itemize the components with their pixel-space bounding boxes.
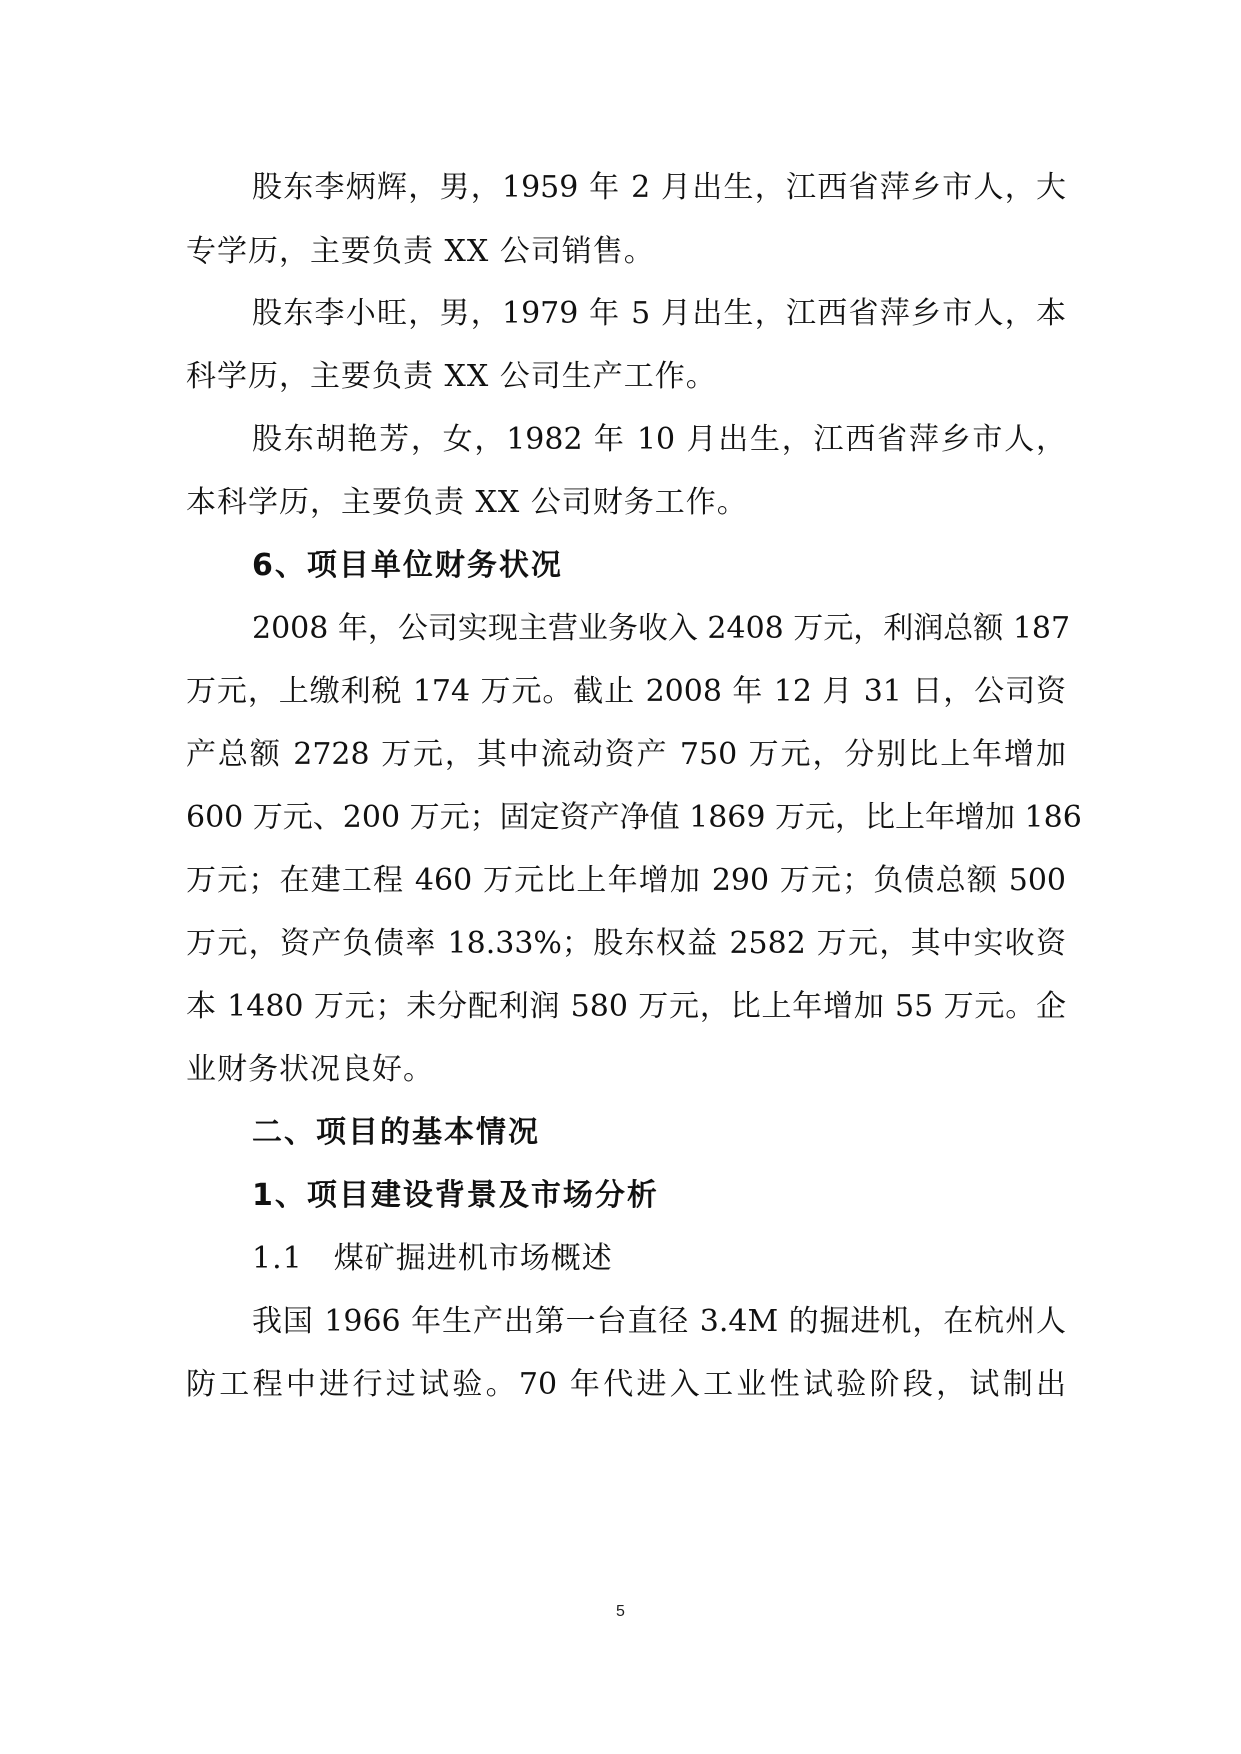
financial-paragraph-line-2: 万元，上缴利税 174 万元。截止 2008 年 12 月 31 日，公司资	[186, 674, 1066, 709]
financial-paragraph-line-6: 万元，资产负债率 18.33%；股东权益 2582 万元，其中实收资	[186, 926, 1066, 961]
shareholder-3-line-1: 股东胡艳芳，女，1982 年 10 月出生，江西省萍乡市人，	[252, 422, 1066, 457]
subsection-heading-background-market: 1、项目建设背景及市场分析	[252, 1178, 659, 1213]
financial-paragraph-line-1: 2008 年，公司实现主营业务收入 2408 万元，利润总额 187	[252, 611, 1071, 646]
financial-paragraph-line-5: 万元；在建工程 460 万元比上年增加 290 万元；负债总额 500	[186, 863, 1066, 898]
section-heading-project-basics: 二、项目的基本情况	[252, 1115, 540, 1150]
history-paragraph-line-1: 我国 1966 年生产出第一台直径 3.4M 的掘进机，在杭州人	[252, 1304, 1066, 1339]
financial-paragraph-line-7: 本 1480 万元；未分配利润 580 万元，比上年增加 55 万元。企	[186, 989, 1066, 1024]
financial-paragraph-line-8: 业财务状况良好。	[186, 1052, 434, 1087]
financial-paragraph-line-4: 600 万元、200 万元；固定资产净值 1869 万元，比上年增加 186	[186, 800, 1082, 835]
shareholder-3-line-2: 本科学历，主要负责 XX 公司财务工作。	[186, 485, 748, 520]
subsection-heading-roadheader-market: 1.1 煤矿掘进机市场概述	[252, 1241, 613, 1276]
section-heading-financial-status: 6、项目单位财务状况	[252, 548, 563, 583]
shareholder-1-line-1: 股东李炳辉，男，1959 年 2 月出生，江西省萍乡市人，大	[252, 170, 1066, 205]
history-paragraph-line-2: 防工程中进行过试验。70 年代进入工业性试验阶段，试制出	[186, 1367, 1066, 1402]
shareholder-1-line-2: 专学历，主要负责 XX 公司销售。	[186, 234, 655, 269]
shareholder-2-line-2: 科学历，主要负责 XX 公司生产工作。	[186, 359, 717, 394]
shareholder-2-line-1: 股东李小旺，男，1979 年 5 月出生，江西省萍乡市人，本	[252, 296, 1066, 331]
page-number: 5	[616, 1603, 625, 1620]
financial-paragraph-line-3: 产总额 2728 万元，其中流动资产 750 万元，分别比上年增加	[186, 737, 1066, 772]
